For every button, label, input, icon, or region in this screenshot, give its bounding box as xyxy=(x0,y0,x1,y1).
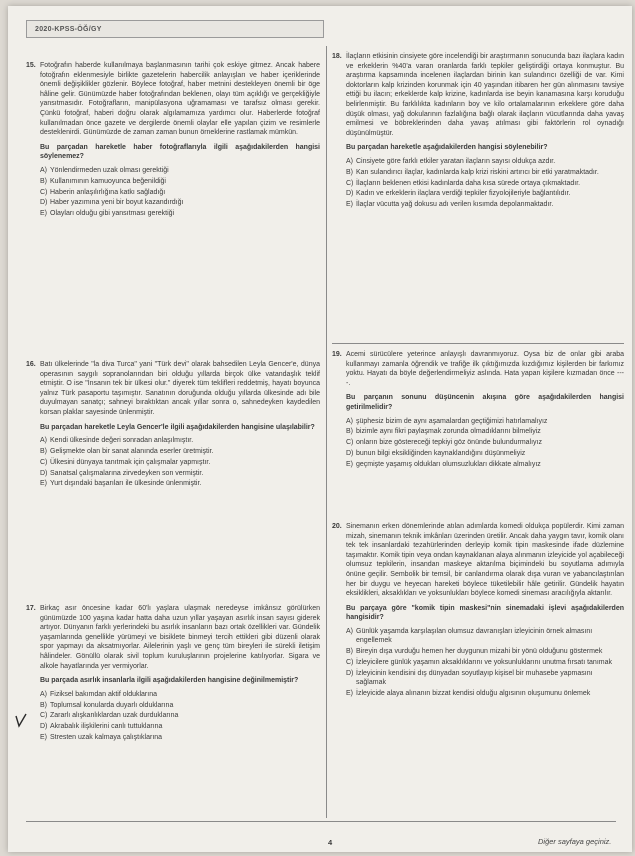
option-text: Kadın ve erkeklerin ilaçlara verdiği tepkiler fizyolojileriyle bağlantılıdır. xyxy=(356,190,571,198)
answer-option-e[interactable] xyxy=(346,200,624,209)
question-20 xyxy=(332,522,624,699)
option-letter: E) xyxy=(40,733,47,741)
option-text: Haber yazımına yeni bir boyut kazandırdığı xyxy=(50,199,184,207)
option-text: İlaçlar vücutta yağ dokusu adı verilen kısımda depolanmaktadır. xyxy=(356,201,554,209)
option-text: Kendi ülkesinde değeri sonradan anlaşılmıştır. xyxy=(50,437,194,445)
option-text: şüphesiz bizim de aynı aşamalardan geçtiğimizi hatırlamalıyız xyxy=(356,417,548,425)
answer-option-d[interactable] xyxy=(40,198,320,207)
question-passage: Acemi sürücülere yeterince anlayışlı davranmıyoruz. Oysa biz de onlar gibi araba kullanmayı zamanla öğrendik ve trafiğe ilk çıktığımızda kızdığımız kişilerden bir farkımız yoktu. Hayatı da böyle değerlendirmeliyiz aslında. Hata yapan kişilere kızmadan önce ----. xyxy=(346,351,624,387)
pen-checkmark-icon xyxy=(14,712,28,730)
answer-option-c[interactable] xyxy=(346,179,624,188)
option-letter: C) xyxy=(346,179,354,187)
option-text: Yurt dışındaki başarıları ile ülkesinde ünlenmiştir. xyxy=(50,480,202,488)
answer-option-a[interactable] xyxy=(346,157,624,166)
answer-option-b[interactable] xyxy=(40,701,320,710)
option-letter: A) xyxy=(40,690,47,698)
question-passage: İlaçların etkisinin cinsiyete göre incelendiği bir araştırmanın sonucunda bazı ilaçlara kadın ve erkeklerin %40'a varan oranlarda farklı tepkiler geliştirdiği ortaya konmuştur. Bu araştırma kapsamında incelenen ilaçlardan birinin kan sulandırıcı özelliği de var. Kimi doktorların kalp krizinden korunmak için 40 yaşından itibaren her gün alınmasını tavsiye ettiği bu ilacın; erkeklerde kalp krizine, kadınlarda ise beyin kanamasına karşı koruduğu belirlenmiştir. Bu farklılıkta kadınların boy ve kilo ortalamalarının erkeklere göre daha düşük olması, yağ dokularının fazlalığına bağlı olarak ilaçların vücutlarında daha yavaş emilmesi ve böbreklerinden daha yavaş atılması gibi faktörlerin rol oynadığı düşünülmüştür. xyxy=(346,53,624,137)
option-letter: A) xyxy=(40,437,47,445)
option-letter: D) xyxy=(40,469,48,477)
question-divider xyxy=(332,343,624,344)
option-text: bunun bilgi eksikliğinden kaynaklandığını düşünmeliyiz xyxy=(356,449,526,457)
option-letter: A) xyxy=(346,157,353,165)
option-letter: C) xyxy=(40,712,48,720)
question-stem: Bu parçadan hareketle Leyla Gencer'le ilgili aşağıdakilerden hangisine ulaşılabilir? xyxy=(40,423,315,431)
option-letter: B) xyxy=(346,428,353,436)
answer-option-d[interactable] xyxy=(346,449,624,458)
option-letter: D) xyxy=(40,199,48,207)
option-text: Sanatsal çalışmalarına zirvedeyken son vermiştir. xyxy=(50,469,204,477)
answer-option-e[interactable] xyxy=(346,460,624,469)
footer-rule xyxy=(26,821,616,822)
option-letter: C) xyxy=(346,658,354,666)
answer-option-b[interactable] xyxy=(40,447,320,456)
option-letter: D) xyxy=(346,669,354,677)
option-letter: C) xyxy=(346,439,354,447)
option-letter: E) xyxy=(346,689,353,697)
answer-option-c[interactable] xyxy=(346,438,624,447)
column-divider xyxy=(326,46,327,818)
question-17 xyxy=(26,604,320,744)
question-passage: Batı ülkelerinde "la diva Turca" yani "Türk devi" olarak bahsedilen Leyla Gencer'e, dünya operasının saygılı sopranolarından biri olduğu yıllarda birçok ülke vatandaşlık teklif etmiştir. O ise "İnsanın tek bir ülkesi olur." diyerek tüm teklifleri reddetmiş, hayatı boyunca yalnız Türk pasaportu taşımıştır. Sanatının doruğunda olduğu yıllarda ülkesinde adı bile duyulmayan sanatçı; sahneyi bıraktıktan ancak yıllar sonra o, sahnedeyken kaydedilen korsan plaklar sayesinde ünlenmiştir. xyxy=(40,361,320,416)
answer-option-c[interactable] xyxy=(40,188,320,197)
option-letter: A) xyxy=(346,627,353,635)
answer-option-a[interactable] xyxy=(40,166,320,175)
page-number: 4 xyxy=(328,838,333,847)
answer-option-d[interactable] xyxy=(40,722,320,731)
option-text: Ülkesini dünyaya tanıtmak için çalışmalar yapmıştır. xyxy=(50,458,211,466)
question-passage: Fotoğrafın haberde kullanılmaya başlanmasının tarihi çok eskiye gitmez. Ancak habere fotoğrafın eklenmesiyle birlikte gazetelerin habercilik anlayışları ve haber içeriklerinde önemli değişiklikler gözlenir. Böylece fotoğraf, haber metnini destekleyen önemli bir öge hâline gelir. Günümüzde haber fotoğrafından beklenen, olayı tüm açıklığı ve gerçekliğiyle yansıtmasıdır. Fotoğrafların, manipülasyona uğramaması ve tarafsız olması gerekir. Çünkü fotoğraf, haberi doğru olarak algılamamıza yardımcı olur. Haberlerde fotoğraf kullanılmadan önce gazete ve dergilerde önemli olaylar elle yapılan çizim ve resimlerle desteklenirdi. Günümüzde de zaman zaman bunun örneklerine rastlamak mümkün. xyxy=(40,62,320,137)
option-text: Günlük yaşamda karşılaşılan olumsuz davranışları izleyicinin örnek almasını engellemek xyxy=(356,627,593,645)
option-text: Fiziksel bakımdan aktif olduklarına xyxy=(50,690,157,698)
answer-option-e[interactable] xyxy=(40,479,320,488)
answer-option-e[interactable] xyxy=(40,733,320,742)
option-text: onların bize göstereceği tepkiyi göz önünde bulundurmalıyız xyxy=(356,439,543,447)
answer-option-d[interactable] xyxy=(346,669,624,687)
option-text: Kan sulandırıcı ilaçlar, kadınlarda kalp krizi riskini artırıcı bir etki yaratmaktadır. xyxy=(356,168,599,176)
exam-page xyxy=(8,6,632,852)
option-text: bizimle aynı fikri paylaşmak zorunda olmadıklarını bilmeliyiz xyxy=(356,428,541,436)
option-letter: A) xyxy=(40,166,47,174)
question-number: 17. xyxy=(26,605,36,612)
answer-option-a[interactable] xyxy=(346,627,624,645)
answer-option-b[interactable] xyxy=(346,647,624,656)
exam-header: 2020-KPSS-ÖĞ/GY xyxy=(26,20,324,38)
option-text: Olayları olduğu gibi yansıtması gerektiği xyxy=(50,210,175,218)
question-16 xyxy=(26,360,320,490)
answer-option-b[interactable] xyxy=(40,177,320,186)
answer-options xyxy=(346,417,624,469)
answer-option-a[interactable] xyxy=(40,690,320,699)
option-letter: D) xyxy=(346,190,354,198)
option-letter: B) xyxy=(40,177,47,185)
question-stem: Bu parçanın sonunu düşüncenin akışına göre aşağıdakilerden hangisi getirilmelidir? xyxy=(346,394,624,411)
option-text: Haberin anlaşılırlığına katkı sağladığı xyxy=(50,188,166,196)
option-text: İzleyicinin kendisini dış dünyadan soyutlayıp kişisel bir muhasebe yapmasını sağlamak xyxy=(356,669,593,686)
question-stem: Bu parçadan hareketle aşağıdakilerden hangisi söylenebilir? xyxy=(346,144,548,152)
question-number: 18. xyxy=(332,53,342,60)
question-number: 19. xyxy=(332,351,342,358)
option-letter: A) xyxy=(346,417,353,425)
option-letter: B) xyxy=(346,168,353,176)
option-text: Kullanımının kamuoyunca beğenildiği xyxy=(50,177,166,185)
option-letter: E) xyxy=(40,210,47,218)
option-text: geçmişte yaşamış oldukları olumsuzlukları dikkate almalıyız xyxy=(356,460,541,468)
option-letter: E) xyxy=(40,480,47,488)
question-passage: Birkaç asır öncesine kadar 60'lı yaşlara ulaşmak neredeyse imkânsız görülürken günümüzde 100 yaşına kadar hatta daha uzun yıllar yaşayan asırlık insan sayısı giderek artıyor. Dünyanın farklı yerlerindeki bu asırlık insanların bazı ortak özellikleri var. Gündelik yaşamlarında genellikle yürümeyi ve bisiklete binmeyi tercih ettikleri gibi düzenli olarak spor yapmayı da aksatmıyorlar. Ailelerinin yaşlı ve genç tüm bireyleri ile sürekli iletişim hâlindeler. Gönüllü olarak sivil toplum kuruluşlarının projelerine katılıyorlar. Sigara ve alkole hayatlarında yer vermiyorlar. xyxy=(40,605,320,670)
option-text: Bireyin dışa vurduğu hemen her duygunun mizahi bir yönü olduğunu göstermek xyxy=(356,647,603,655)
option-letter: B) xyxy=(40,701,47,709)
option-text: Cinsiyete göre farklı etkiler yaratan ilaçların sayısı oldukça azdır. xyxy=(356,157,556,165)
question-number: 16. xyxy=(26,361,36,368)
option-letter: C) xyxy=(40,188,48,196)
question-stem: Bu parçadan hareketle haber fotoğraflarıyla ilgili aşağıdakilerden hangisi söylenemez? xyxy=(40,143,320,161)
option-letter: B) xyxy=(346,647,353,655)
option-text: Akrabalık ilişkilerini canlı tuttuklarına xyxy=(50,723,163,731)
option-letter: E) xyxy=(346,460,353,468)
answer-options xyxy=(346,627,624,698)
option-text: Yönlendirmeden uzak olması gerektiği xyxy=(50,166,169,174)
question-15 xyxy=(26,61,320,220)
answer-options xyxy=(40,690,320,742)
answer-option-a[interactable] xyxy=(40,436,320,445)
answer-options xyxy=(40,436,320,488)
option-letter: C) xyxy=(40,458,48,466)
answer-option-c[interactable] xyxy=(40,711,320,720)
answer-options xyxy=(40,166,320,218)
option-letter: B) xyxy=(40,447,47,455)
option-letter: D) xyxy=(40,723,48,731)
answer-option-e[interactable] xyxy=(346,689,624,698)
option-text: Zararlı alışkanlıklardan uzak durduklarına xyxy=(50,712,179,720)
question-number: 20. xyxy=(332,523,342,530)
answer-option-e[interactable] xyxy=(40,209,320,218)
option-text: Toplumsal konularda duyarlı olduklarına xyxy=(50,701,174,709)
answer-option-d[interactable] xyxy=(40,469,320,478)
answer-option-d[interactable] xyxy=(346,189,624,198)
answer-option-a[interactable] xyxy=(346,417,624,426)
option-text: İzleyicilere günlük yaşamın aksaklıklarını ve yoksunluklarını unutma fırsatı tanımak xyxy=(356,658,612,666)
answer-option-c[interactable] xyxy=(40,458,320,467)
option-text: Stresten uzak kalmaya çalıştıklarına xyxy=(50,733,163,741)
answer-option-c[interactable] xyxy=(346,658,624,667)
answer-options xyxy=(346,157,624,209)
question-19 xyxy=(332,350,624,471)
option-letter: E) xyxy=(346,201,353,209)
question-stem: Bu parçaya göre "komik tipin maskesi"nin sinemadaki işlevi aşağıdakilerden hangisidir? xyxy=(346,604,624,622)
option-letter: D) xyxy=(346,449,354,457)
question-stem: Bu parçada asırlık insanlarla ilgili aşağıdakilerden hangisine değinilmemiştir? xyxy=(40,677,299,685)
answer-option-b[interactable] xyxy=(346,168,624,177)
option-text: Gelişmekte olan bir sanat alanında eserler üretmiştir. xyxy=(50,447,214,455)
next-page-note: Diğer sayfaya geçiniz. xyxy=(538,837,612,846)
question-passage: Sinemanın erken dönemlerinde atılan adımlarda komedi oldukça popülerdir. Kimi zaman mizah, sinemanın teknik imkânları üzerinden üretilir. Ancak daha yaygın tavır, komik olanı tek tek insanlardaki tezahürlerinden derleyip komik tipin maskesinde ifade düzlemine taşımaktır. Komik tipin veya ondan kaynaklanan alaya alınmanın izleyicide yol açabileceği olumsuz tepkilerin, insandan maskeye aktarılma biçimindeki bu soyutlama adımıyla önüne geçilir. Sembolik bir temsil, bir canlandırma olarak dışa vuran ve yabancılaştırılan her bir duygu ve heyecan hareketi böylece tüketilebilir hâle getirilir. Gündelik hayatın eksiklikleri, aksaklıkları ve yoksunlukları böylece komedi sineması aracılığıyla aktarılır. xyxy=(346,523,624,598)
option-text: İlaçların beklenen etkisi kadınlarda daha kısa sürede ortaya çıkmaktadır. xyxy=(356,179,581,187)
question-number: 15. xyxy=(26,62,36,69)
answer-option-b[interactable] xyxy=(346,427,624,436)
option-text: İzleyicide alaya alınanın bizzat kendisi olduğu algısının oluşumunu önlemek xyxy=(356,689,591,697)
question-18 xyxy=(332,52,624,211)
